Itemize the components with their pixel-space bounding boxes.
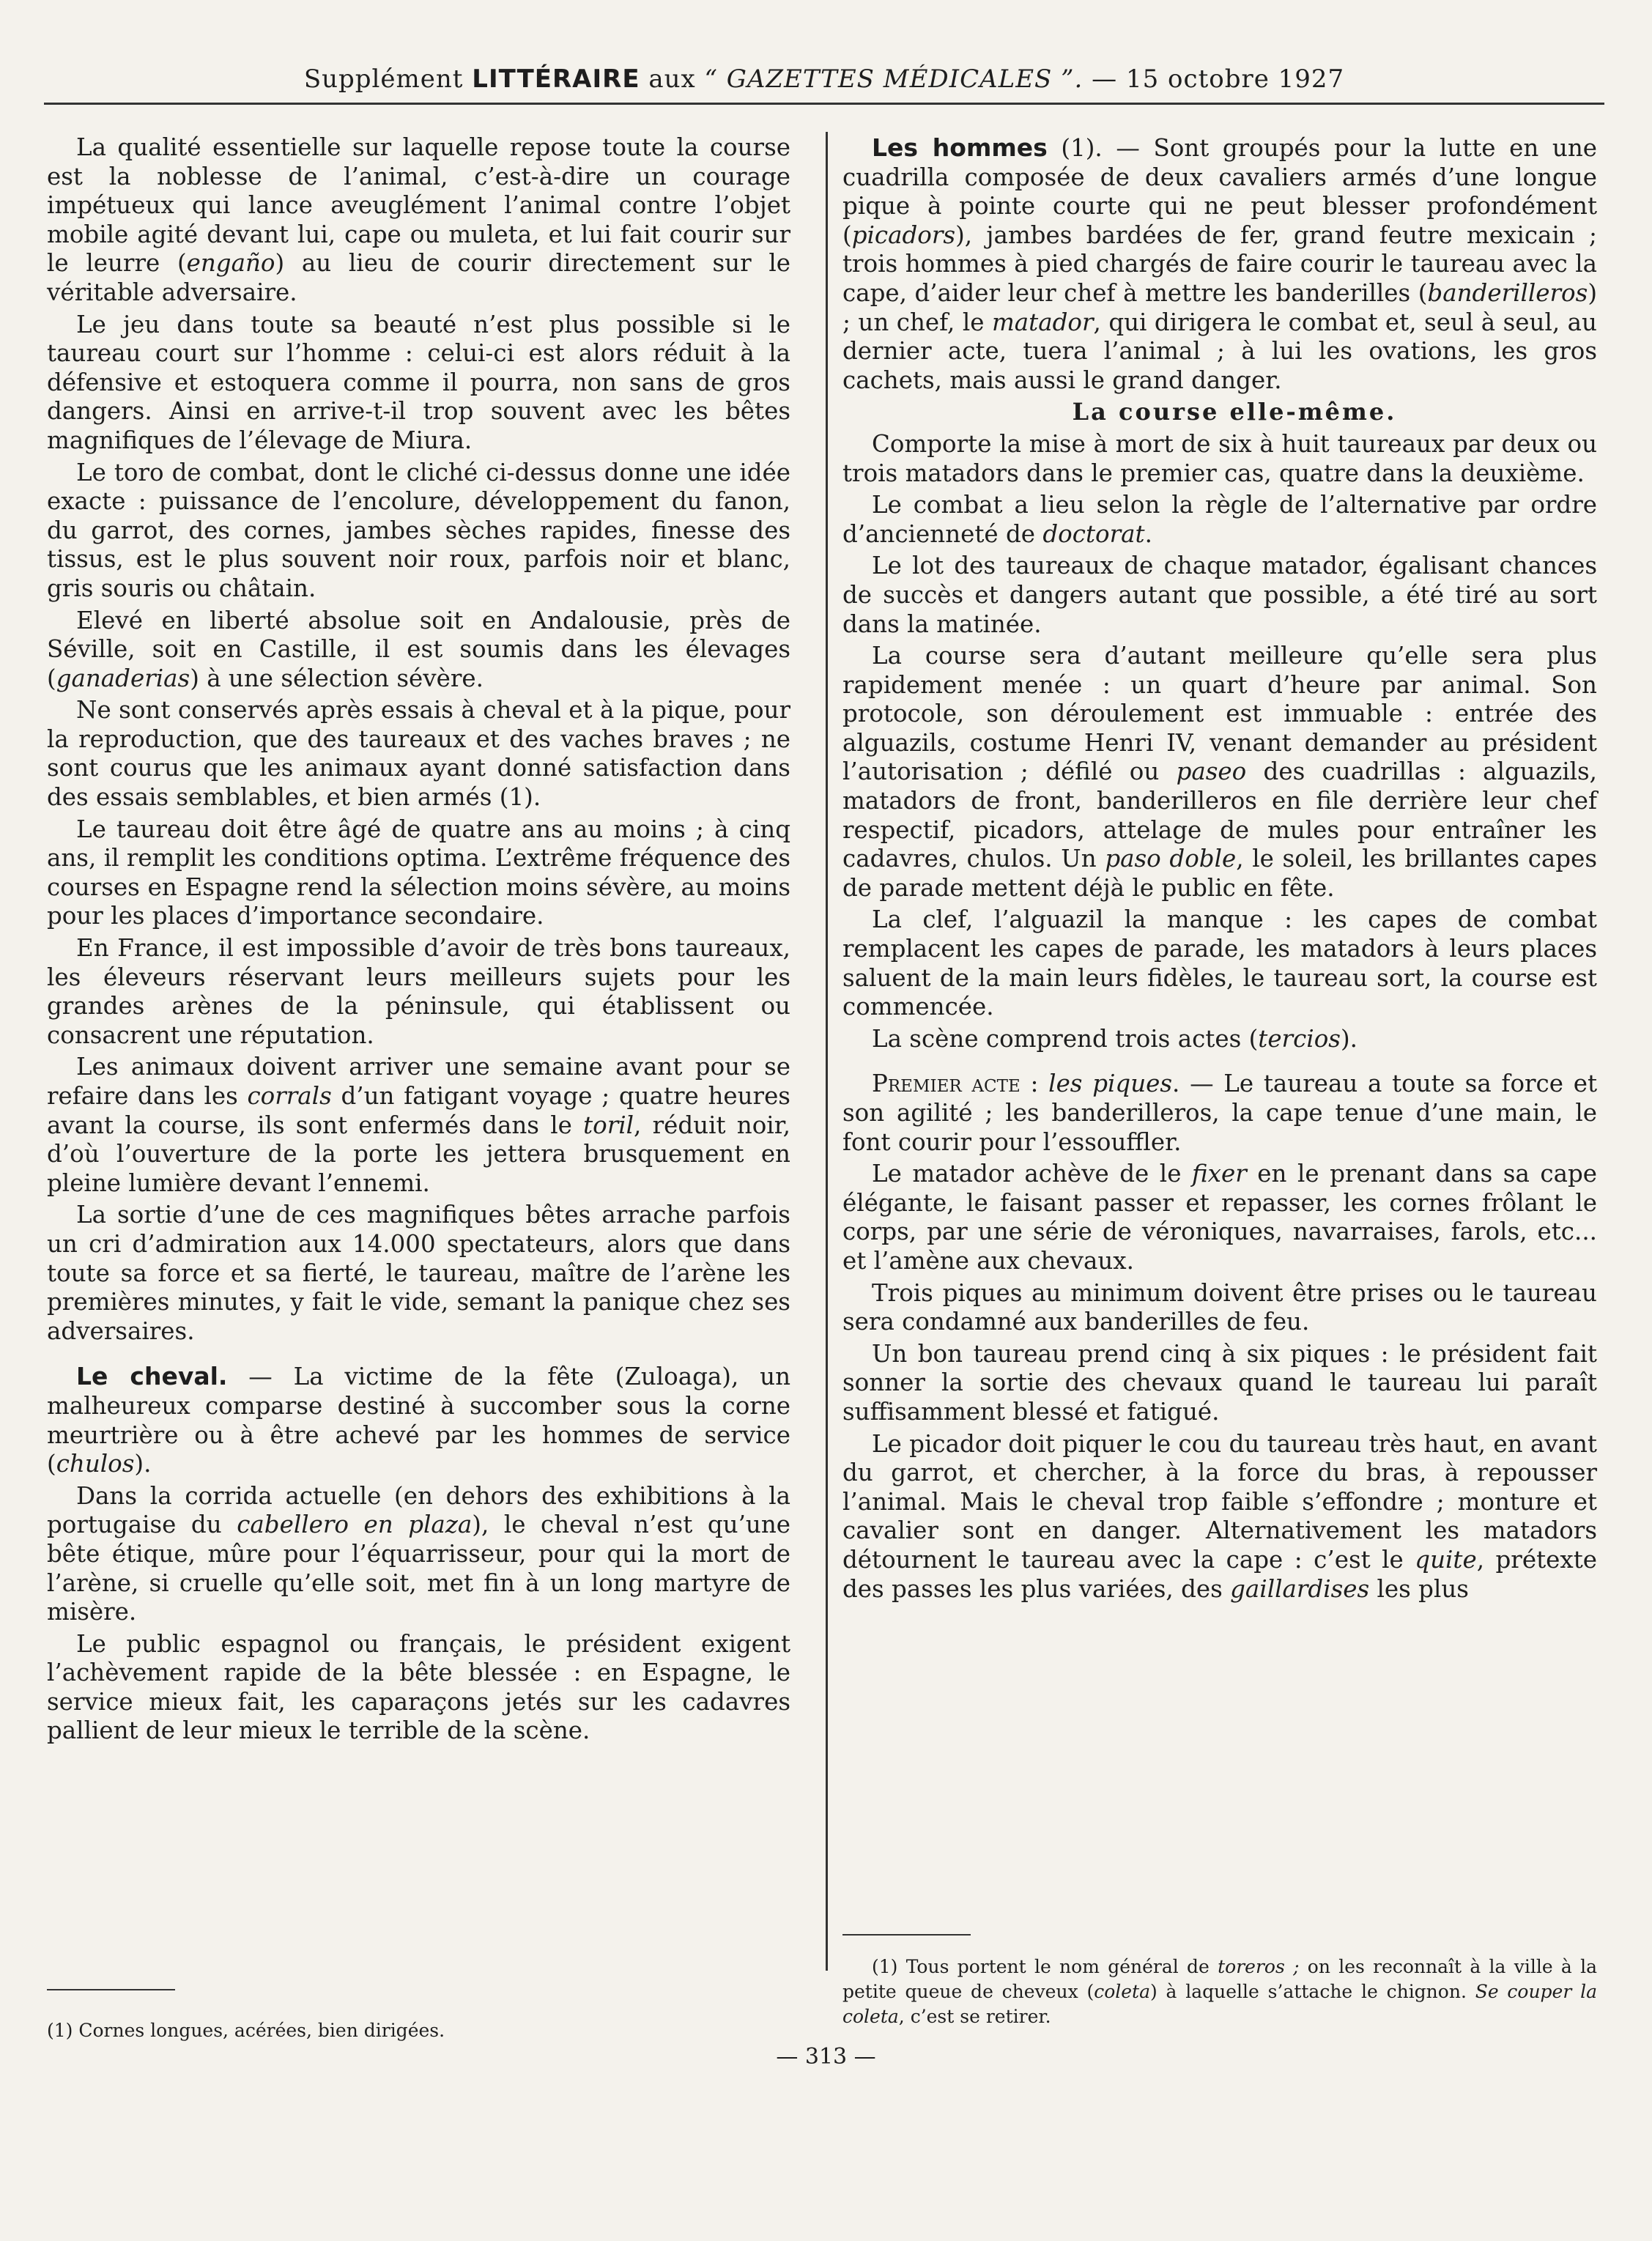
running-header — [44, 64, 1604, 94]
paragraph: Dans la corrida actuelle (en dehors des exhibitions à la portugaise du cabellero en plaza), le cheval n’est qu’une bête étique, mûre pour l’équarrisseur, pour qui la mort de l’arène, si cruelle qu’elle soit, met fin à un long martyre de misère. — [47, 1481, 790, 1626]
page-number: — 313 — — [776, 2044, 876, 2070]
footnote-rule-right — [842, 1934, 971, 1936]
right-column — [842, 133, 1597, 1607]
section-title-cheval: Le cheval. — [76, 1362, 228, 1391]
column-divider — [826, 132, 828, 1971]
paragraph: La clef, l’alguazil la manque : les capes de combat remplacent les capes de parade, les matadors à leurs places saluent de la main leurs fidèles, le taureau sort, la course est commencée. — [842, 905, 1597, 1021]
paragraph: Le picador doit piquer le cou du taureau très haut, en avant du garrot, et chercher, à la force du bras, à repousser l’animal. Mais le cheval trop faible s’effondre ; monture et cavalier sont en danger. Alternativement les matadors détournent le taureau avec la cape : c’est le quite, prétexte des passes les plus variées, des gaillardises les plus — [842, 1429, 1597, 1603]
header-literaire: LITTÉRAIRE — [472, 64, 640, 94]
footnote-rule-left — [47, 1989, 175, 1990]
paragraph: Ne sont conservés après essais à cheval et à la pique, pour la reproduction, que des taureaux et des vaches braves ; ne sont courus que les animaux ayant donné satisfaction dans des essais semblables, et bien armés (1). — [47, 696, 790, 812]
paragraph: La sortie d’une de ces magnifiques bêtes arrache parfois un cri d’admiration aux 14.000 spectateurs, alors que dans toute sa force et sa fierté, le taureau, maître de l’arène les premières minutes, y fait le vide, semant la panique chez ses adversaires. — [47, 1201, 790, 1345]
act-one: Premier acte : les piques. — Le taureau a toute sa force et son agilité ; les banderilleros, la cape tenue d’une main, le font courir pour l’essouffler. — [842, 1070, 1598, 1156]
footnote-right: (1) Tous portent le nom général de toreros ; on les reconnaît à la ville à la petite queue de cheveux (coleta) à laquelle s’attache le chignon. Se couper la coleta, c’est se retirer. — [842, 1956, 1598, 2027]
paragraph: La scène comprend trois actes (tercios). — [872, 1024, 1357, 1053]
header-prefix: Supplément — [303, 64, 464, 94]
paragraph: Un bon taureau prend cinq à six piques : le président fait sonner la sortie des chevaux quand le taureau lui paraît suffisamment blessé et fatigué. — [842, 1339, 1597, 1426]
act-title: Premier acte — [872, 1070, 1021, 1098]
paragraph: Trois piques au minimum doivent être prises ou le taureau sera condamné aux banderilles de feu. — [842, 1278, 1597, 1336]
paragraph: Le lot des taureaux de chaque matador, égalisant chances de succès et dangers autant que possible, a été tiré au sort dans la matinée. — [842, 552, 1597, 638]
paragraph: Comporte la mise à mort de six à huit taureaux par deux ou trois matadors dans le premier cas, quatre dans la deuxième. — [842, 429, 1597, 487]
header-rule — [44, 103, 1604, 105]
section-title-hommes: Les hommes — [872, 133, 1048, 162]
subheading-course: La course elle-même. — [1072, 398, 1397, 426]
paragraph: Elevé en liberté absolue soit en Andalousie, près de Séville, soit en Castille, il est soumis dans les élevages (ganaderias) à une sélection sévère. — [47, 606, 790, 692]
footnote-left: (1) Cornes longues, acérées, bien dirigées. — [47, 2020, 445, 2041]
paragraph: Le public espagnol ou français, le président exigent l’achèvement rapide de la bête blessée : en Espagne, le service mieux fait, les caparaçons jetés sur les cadavres pallient de leur mieux le terrible de la scène. — [47, 1629, 790, 1745]
paragraph: En France, il est impossible d’avoir de très bons taureaux, les éleveurs réservant leurs meilleurs sujets pour les grandes arènes de la péninsule, qui établissent ou consacrent une réputation. — [47, 934, 790, 1049]
header-gazettes: “ GAZETTES MÉDICALES ”. — [704, 64, 1084, 94]
paragraph: La course sera d’autant meilleure qu’elle sera plus rapidement menée : un quart d’heure par animal. Son protocole, son déroulement est immuable : entrée des alguazils, costume Henri IV, venant demander au président l’autorisation ; défilé ou paseo des cuadrillas : alguazils, matadors de front, banderilleros en file derrière leur chef respectif, picadors, attelage de mules pour entraîner les cadavres, chulos. Un paso doble, le soleil, les brillantes capes de parade mettent déjà le public en fête. — [842, 642, 1598, 902]
paragraph: Le toro de combat, dont le cliché ci-dessus donne une idée exacte : puissance de l’encolure, développement du fanon, du garrot, des cornes, jambes sèches rapides, finesse des tissus, est le plus souvent noir roux, parfois noir et blanc, gris souris ou châtain. — [47, 458, 790, 602]
paragraph: Le combat a lieu selon la règle de l’alternative par ordre d’ancienneté de doctorat. — [842, 491, 1597, 548]
header-date: — 15 octobre 1927 — [1092, 64, 1345, 94]
section-hommes: Les hommes (1). — Sont groupés pour la lutte en une cuadrilla composée de deux cavaliers armés d’une longue pique à pointe courte qui ne peut blesser profondément (picadors), jambes bardées de fer, grand feutre mexicain ; trois hommes à pied chargés de faire courir le taureau avec la cape, d’aider leur chef à mettre les banderilles (banderilleros) ; un chef, le matador, qui dirigera le combat et, seul à seul, au dernier acte, tuera l’animal ; à lui les ovations, les gros cachets, mais aussi le grand danger. — [842, 133, 1597, 394]
paragraph: La qualité essentielle sur laquelle repose toute la course est la noblesse de l’animal, c’est-à-dire un courage impétueux qui lance aveuglément l’animal contre l’objet mobile agité devant lui, cape ou muleta, et lui fait courir sur le leurre (engaño) au lieu de courir directement sur le véritable adversaire. — [47, 133, 790, 306]
section-cheval: Le cheval. — La victime de la fête (Zuloaga), un malheureux comparse destiné à succomber sous la corne meurtrière ou à être achevé par les hommes de service (chulos). — [47, 1362, 790, 1478]
paragraph: Le matador achève de le fixer en le prenant dans sa cape élégante, le faisant passer et repasser, les cornes frôlant le corps, par une série de véroniques, navarraises, farols, etc... et l’amène aux chevaux. — [842, 1160, 1597, 1275]
paragraph: Le taureau doit être âgé de quatre ans au moins ; à cinq ans, il remplit les conditions optima. L’extrême fréquence des courses en Espagne rend la sélection moins sévère, au moins pour les places d’importance secondaire. — [47, 815, 790, 930]
paragraph: Le jeu dans toute sa beauté n’est plus possible si le taureau court sur l’homme : celui-ci est alors réduit à la défensive et estoquera comme il pourra, non sans de gros dangers. Ainsi en arrive-t-il trop souvent avec les bêtes magnifiques de l’élevage de Miura. — [47, 310, 790, 454]
paragraph: Les animaux doivent arriver une semaine avant pour se refaire dans les corrals d’un fatigant voyage ; quatre heures avant la course, ils sont enfermés dans le toril, réduit noir, d’où l’ouverture de la porte les jettera brusquement en pleine lumière devant l’ennemi. — [47, 1053, 790, 1197]
header-aux: aux — [648, 64, 696, 94]
left-column — [47, 133, 790, 1749]
